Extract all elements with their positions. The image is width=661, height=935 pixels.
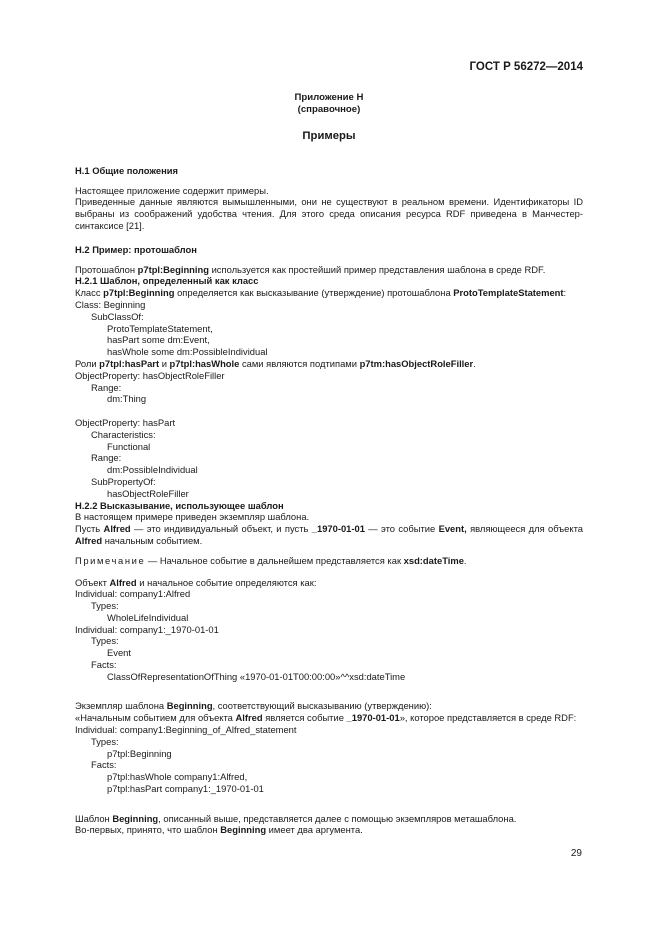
- code-line: Types:: [91, 600, 119, 612]
- code-line: WholeLifeIndividual: [107, 611, 189, 623]
- code-line: Individual: company1:_1970-01-01: [75, 623, 219, 635]
- paragraph: Протошаблон p7tpl:Beginning используется как простейший пример представления шаблона в среде RDF.: [75, 263, 546, 275]
- code-line: dm:PossibleIndividual: [107, 464, 198, 476]
- code-line: Facts:: [91, 759, 117, 771]
- code-line: Event: [107, 647, 131, 659]
- code-line: hasObjectRoleFiller: [107, 487, 189, 499]
- code-line: SubPropertyOf:: [91, 475, 156, 487]
- code-line: ObjectProperty: hasObjectRoleFiller: [75, 369, 225, 381]
- paragraph: Экземпляр шаблона Beginning, соответствующий высказыванию (утверждению):: [75, 700, 432, 712]
- blank-line: [75, 795, 583, 807]
- paragraph: В настоящем примере приведен экземпляр шаблона.: [75, 511, 310, 523]
- code-line: p7tpl:hasPart company1:_1970-01-01: [107, 783, 264, 795]
- paragraph: Пусть Alfred — это индивидуальный объект, и пусть _1970-01-01 — это событие Event, являющееся для объекта Alfred начальным событием.: [75, 523, 583, 546]
- code-line: Characteristics:: [91, 428, 156, 440]
- blank-line: [75, 405, 583, 417]
- appendix-label: Приложение Н: [294, 92, 364, 103]
- standard-id: ГОСТ Р 56272—2014: [469, 61, 583, 73]
- subsection-heading-h21: Н.2.1 Шаблон, определенный как класс: [75, 275, 259, 287]
- note: Примечание — Начальное событие в дальнейшем представляется как xsd:dateTime.: [75, 554, 467, 566]
- paragraph: Роли p7tpl:hasPart и p7tpl:hasWhole сами являются подтипами p7tm:hasObjectRoleFiller.: [75, 357, 476, 369]
- page-body: [75, 92, 583, 836]
- code-line: Types:: [91, 635, 119, 647]
- section-heading-h1: Н.1 Общие положения: [75, 164, 178, 176]
- paragraph: Приведенные данные являются вымышленными, они не существуют в реальном времени. Идентификаторы ID выбраны из соображений удобства чтения. Для этого среда описания ресурса RDF приведена в Манчестер-синтаксисе [21].: [75, 196, 583, 231]
- code-line: p7tpl:Beginning: [107, 747, 172, 759]
- appendix-title: Примеры: [302, 130, 356, 142]
- code-line: Individual: company1:Beginning_of_Alfred_statement: [75, 724, 297, 736]
- section-heading-h2: Н.2 Пример: протошаблон: [75, 243, 197, 255]
- paragraph: «Начальным событием для объекта Alfred является событие _1970-01-01», которое представляется в среде RDF:: [75, 712, 577, 724]
- code-line: Types:: [91, 735, 119, 747]
- code-line: Class: Beginning: [75, 298, 146, 310]
- code-line: ProtoTemplateStatement,: [107, 322, 213, 334]
- appendix-type: (справочное): [297, 104, 361, 115]
- code-line: Functional: [107, 440, 151, 452]
- code-line: hasWhole some dm:PossibleIndividual: [107, 346, 268, 358]
- code-line: Range:: [91, 381, 122, 393]
- paragraph: Настоящее приложение содержит примеры.: [75, 184, 269, 196]
- paragraph: Во-первых, принято, что шаблон Beginning имеет два аргумента.: [75, 824, 363, 836]
- code-line: Facts:: [91, 659, 117, 671]
- page-number: 29: [570, 848, 582, 859]
- code-line: dm:Thing: [107, 393, 147, 405]
- blank-line: [75, 683, 583, 695]
- code-line: hasPart some dm:Event,: [107, 334, 210, 346]
- code-line: ObjectProperty: hasPart: [75, 416, 176, 428]
- paragraph: Объект Alfred и начальное событие определяются как:: [75, 576, 317, 588]
- paragraph: Класс p7tpl:Beginning определяется как высказывание (утверждение) протошаблона ProtoTemplateStatement:: [75, 287, 567, 299]
- code-line: SubClassOf:: [91, 310, 144, 322]
- subsection-heading-h22: Н.2.2 Высказывание, использующее шаблон: [75, 499, 284, 511]
- code-line: Range:: [91, 452, 122, 464]
- code-line: ClassOfRepresentationOfThing «1970-01-01T00:00:00»^^xsd:dateTime: [107, 670, 406, 682]
- code-line: Individual: company1:Alfred: [75, 588, 191, 600]
- paragraph: Шаблон Beginning, описанный выше, представляется далее с помощью экземпляров меташаблона.: [75, 812, 517, 824]
- code-line: p7tpl:hasWhole company1:Alfred,: [107, 771, 248, 783]
